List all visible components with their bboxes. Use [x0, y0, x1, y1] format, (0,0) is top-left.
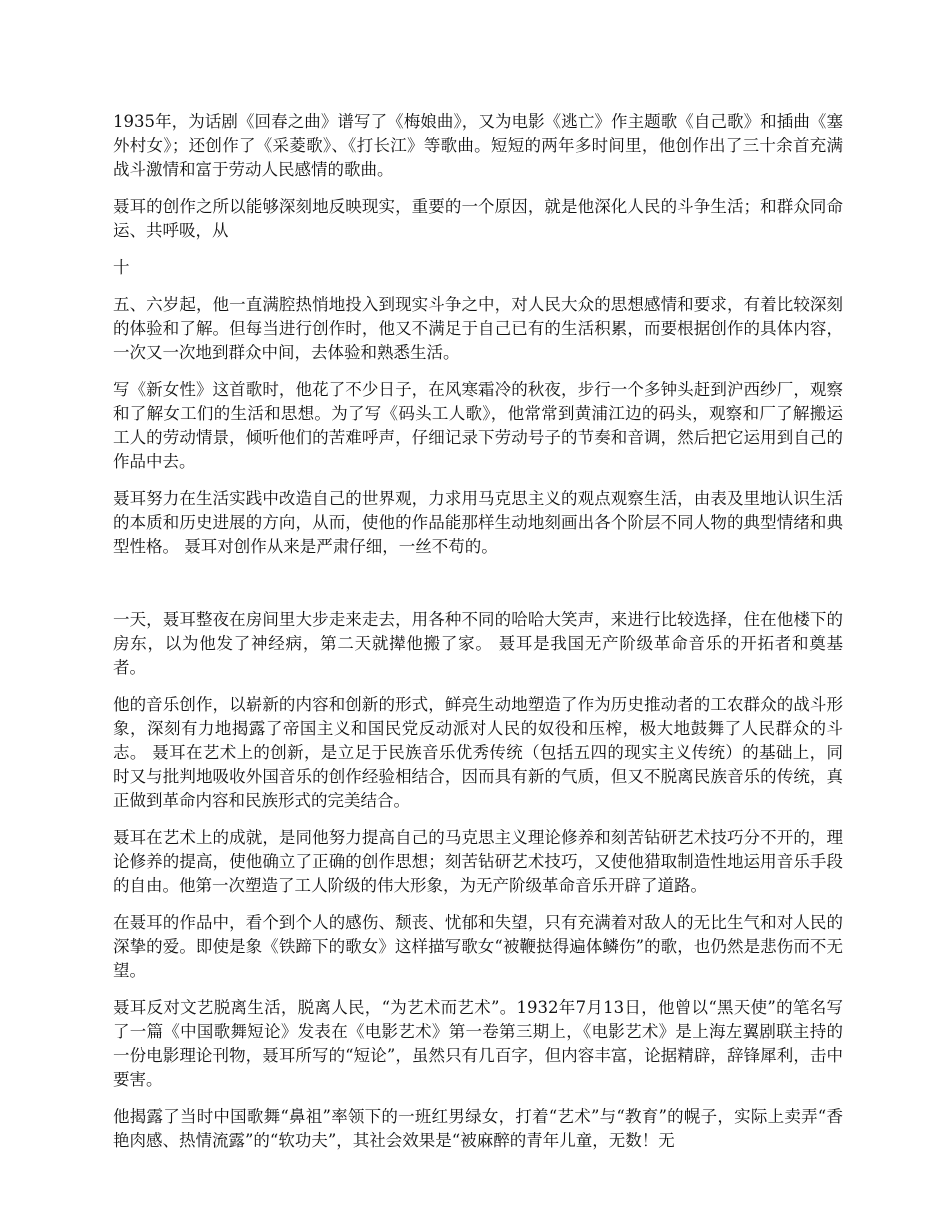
paragraph: 聂耳的创作之所以能够深刻地反映现实，重要的一个原因，就是他深化人民的斗争生活；和群众同命运、共呼吸，从	[113, 197, 843, 240]
paragraph: 一天，聂耳整夜在房间里大步走来走去，用各种不同的哈哈大笑声，来进行比较选择，住在他楼下的房东，以为他发了神经病，第二天就撵他搬了家。 聂耳是我国无产阶级革命音乐的开拓者和奠基者。	[113, 610, 843, 677]
paragraph: 聂耳反对文艺脱离生活，脱离人民，“为艺术而艺术”。1932年7月13日，他曾以“黑天使”的笔名写了一篇《中国歌舞短论》发表在《电影艺术》第一卷第三期上，《电影艺术》是上海左翼剧联主持的一份电影理论刊物，聂耳所写的“短论”，虽然只有几百字，但内容丰富，论据精辟，辞锋犀利，击中要害。	[113, 998, 843, 1089]
paragraph: 五、六岁起，他一直满腔热悄地投入到现实斗争之中，对人民大众的思想感情和要求，有着比较深刻的体验和了解。但每当进行创作时，他又不满足于自己已有的生活积累，而要根据创作的具体内容，一次又一次地到群众中间，去体验和熟悉生活。	[113, 295, 843, 362]
paragraph: 在聂耳的作品中，看个到个人的感伤、颓丧、忧郁和失望，只有充满着对敌人的无比生气和对人民的深挚的爱。即使是象《铁蹄下的歌女》这样描写歌女“被鞭挞得遍体鳞伤”的歌，也仍然是悲伤而不无望。	[113, 913, 843, 980]
document-page	[113, 110, 843, 1166]
paragraph: 他的音乐创作，以崭新的内容和创新的形式，鲜亮生动地塑造了作为历史推动者的工农群众的战斗形象，深刻有力地揭露了帝国主义和国民党反动派对人民的奴役和压榨，极大地鼓舞了人民群众的斗志。 聂耳在艺术上的创新，是立足于民族音乐优秀传统（包括五四的现实主义传统）的基础上，同时又与批判地吸收外国音乐的创作经验相结合，因而具有新的气质，但又不脱离民族音乐的传统，真正做到革命内容和民族形式的完美结合。	[113, 695, 843, 810]
paragraph: 十	[113, 258, 130, 277]
paragraph: 他揭露了当时中国歌舞“鼻祖”率领下的一班红男绿女，打着“艺术”与“教育”的幌子，实际上卖弄“香艳肉感、热情流露”的“软功夫”，其社会效果是“被麻醉的青年儿童，无数！无	[113, 1107, 843, 1150]
paragraph: 聂耳努力在生活实践中改造自己的世界观，力求用马克思主义的观点观察生活，由表及里地认识生活的本质和历史进展的方向，从而，使他的作品能那样生动地刻画出各个阶层不同人物的典型情绪和典型性格。 聂耳对创作从来是严肃仔细，一丝不苟的。	[113, 489, 843, 556]
paragraph: 1935年，为话剧《回春之曲》谱写了《梅娘曲》，又为电影《逃亡》作主题歌《自己歌》和插曲《塞外村女》；还创作了《采菱歌》、《打长江》等歌曲。短短的两年多时间里，他创作出了三十余首充满战斗激情和富于劳动人民感情的歌曲。	[113, 112, 843, 179]
section-gap	[113, 572, 843, 608]
paragraph: 聂耳在艺术上的成就，是同他努力提高自己的马克思主义理论修养和刻苦钻研艺术技巧分不开的，理论修养的提高，使他确立了正确的创作思想；刻苦钻研艺术技巧，又使他猎取制造性地运用音乐手段的自由。他第一次塑造了工人阶级的伟大形象，为无产阶级革命音乐开辟了道路。	[113, 828, 843, 895]
paragraph: 写《新女性》这首歌时，他花了不少日子，在风寒霜冷的秋夜，步行一个多钟头赶到沪西纱厂，观察和了解女工们的生活和思想。为了写《码头工人歌》，他常常到黄浦江边的码头，观察和厂了解搬运工人的劳动情景，倾听他们的苦难呼声，仔细记录下劳动号子的节奏和音调，然后把它运用到自己的作品中去。	[113, 380, 843, 471]
